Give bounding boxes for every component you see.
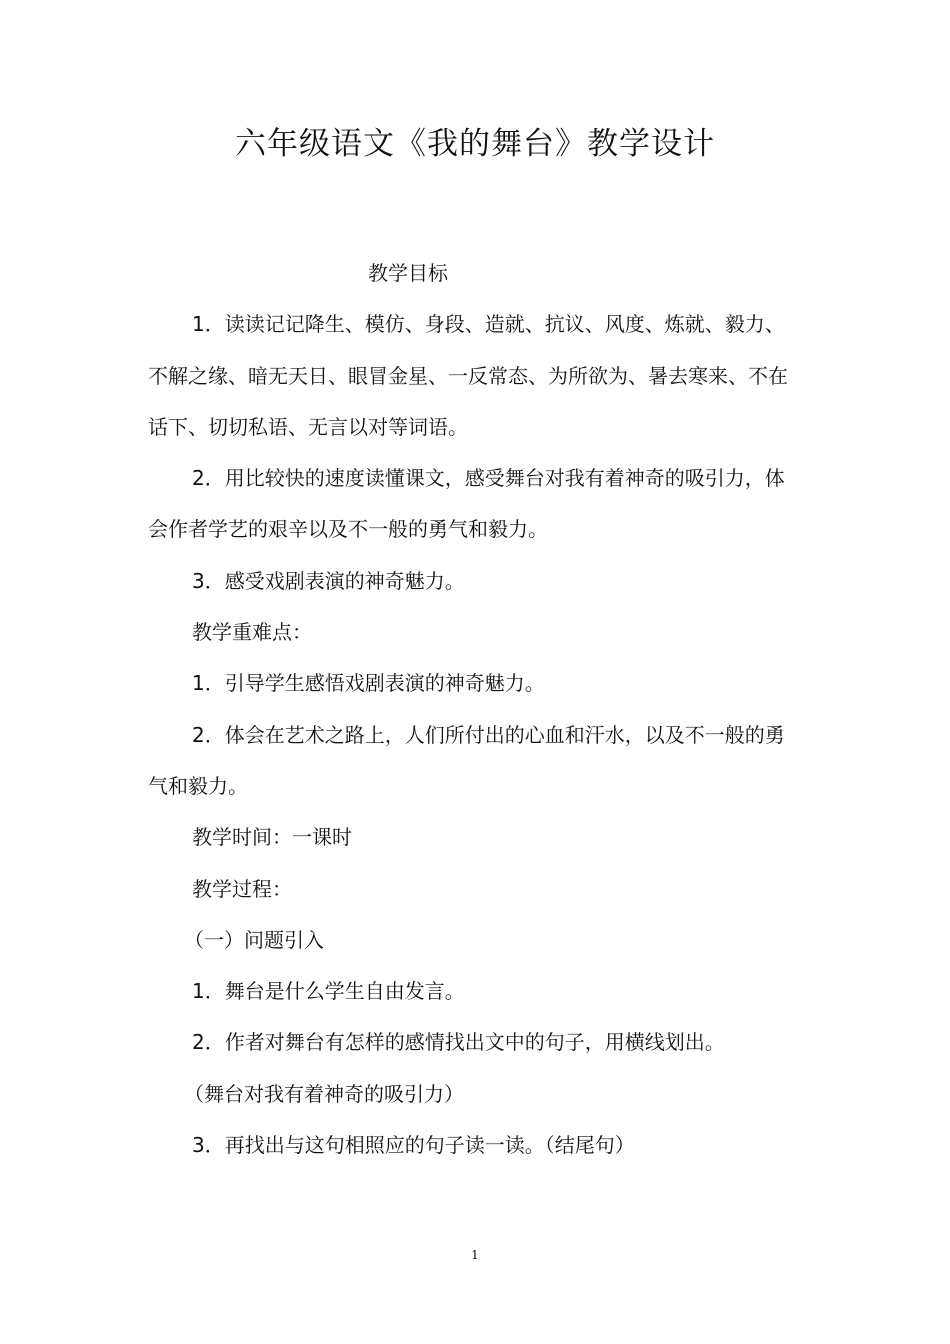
subsection-heading-intro: （一）问题引入 — [184, 927, 324, 952]
paragraph-objective-3: 3．感受戏剧表演的神奇魅力。 — [192, 568, 465, 593]
paragraph-process-2: 2．作者对舞台有怎样的感情找出文中的句子，用横线划出。 — [192, 1030, 725, 1055]
document-body — [148, 248, 798, 1171]
paragraph-teaching-time: 教学时间：一课时 — [192, 825, 352, 850]
paragraph-process-3: 3．再找出与这句相照应的句子读一读。（结尾句） — [192, 1133, 635, 1158]
page-number: 1 — [471, 1248, 479, 1262]
section-heading-objectives: 教学目标 — [368, 261, 448, 285]
paragraph-process-2-answer: （舞台对我有着神奇的吸引力） — [184, 1081, 464, 1106]
document-title: 六年级语文《我的舞台》教学设计 — [235, 126, 715, 162]
section-heading-key-points: 教学重难点： — [192, 620, 312, 645]
paragraph-key-point-2: 2．体会在艺术之路上，人们所付出的心血和汗水，以及不一般的勇气和毅力。 — [148, 722, 785, 798]
paragraph-key-point-1: 1．引导学生感悟戏剧表演的神奇魅力。 — [192, 671, 545, 696]
section-heading-process: 教学过程： — [192, 876, 292, 901]
paragraph-objective-1: 1．读读记记降生、模仿、身段、造就、抗议、风度、炼就、毅力、不解之缘、暗无天日、眼冒金星、一反常态、为所欲为、暑去寒来、不在话下、切切私语、无言以对等词语。 — [148, 312, 788, 439]
paragraph-objective-2: 2．用比较快的速度读懂课文，感受舞台对我有着神奇的吸引力，体会作者学艺的艰辛以及不一般的勇气和毅力。 — [148, 466, 785, 542]
paragraph-process-1: 1．舞台是什么学生自由发言。 — [192, 979, 465, 1004]
